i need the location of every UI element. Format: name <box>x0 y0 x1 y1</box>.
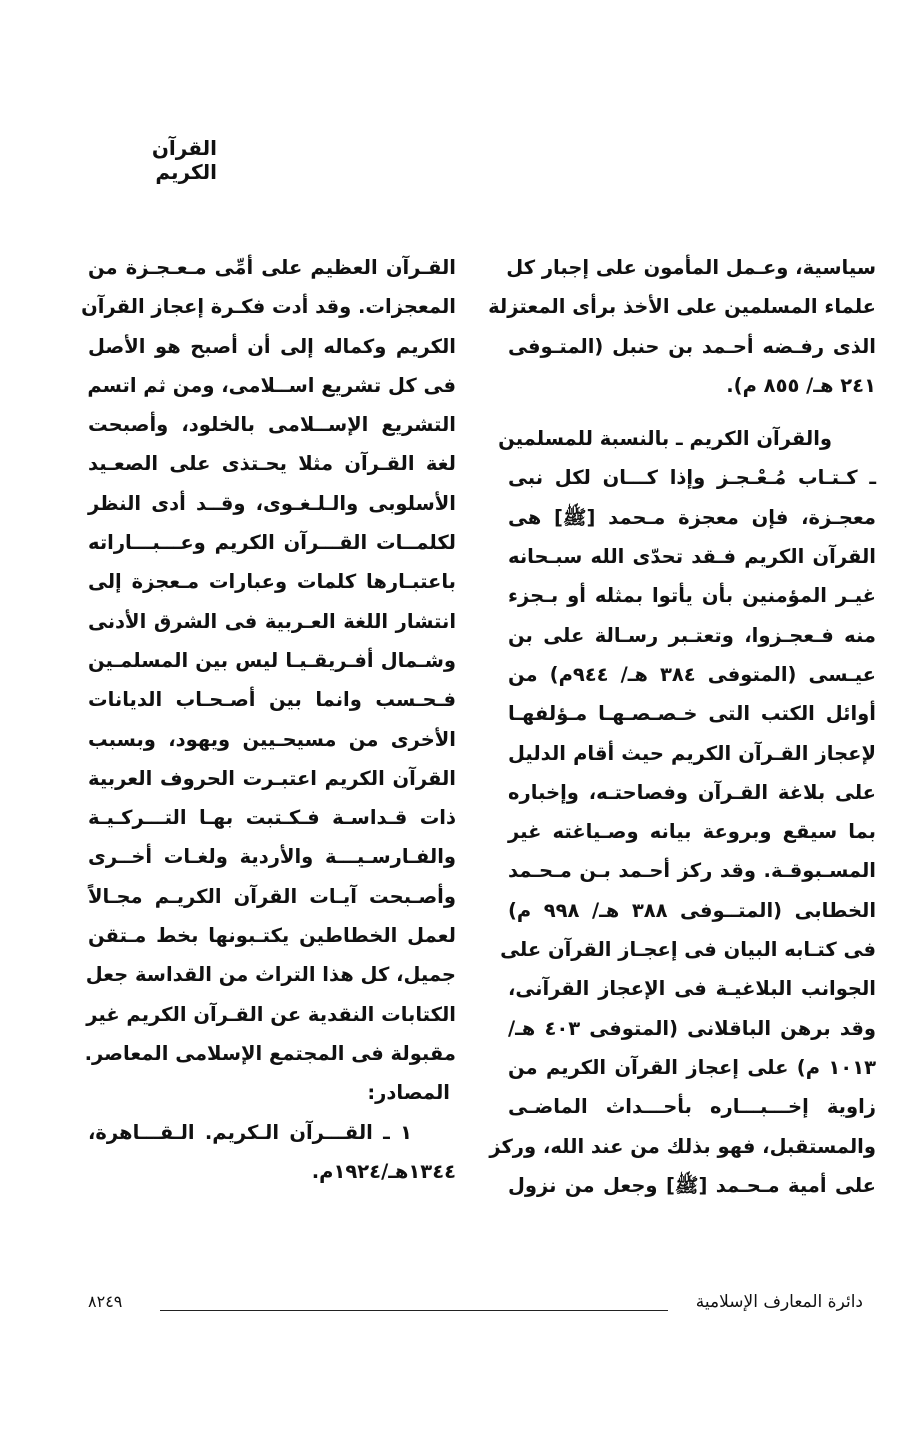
text-line: ١٣٤٤هـ/١٩٢٤م. <box>311 1159 456 1183</box>
text-line: معجـزة، فإن معجزة مـحمد [ﷺ] هى <box>508 505 876 529</box>
text-line: والقرآن الكريم ـ بالنسبة للمسلمين <box>498 427 832 451</box>
text-line: علماء المسلمين على الأخذ برأى المعتزلة <box>488 295 876 319</box>
text-line: منه فـعجـزوا، وتعتـبر رسـالة على بن <box>508 623 876 647</box>
text-line: القرآن الكريم اعتبـرت الحروف العربية <box>88 766 456 790</box>
footer-title: دائرة المعارف الإسلامية <box>695 1292 863 1312</box>
text-line: فى كل تشريع اســلامى، ومن ثم اتسم <box>87 373 456 397</box>
text-line: زاوية إخـــبـــاره بأحـــداث الماضـى <box>508 1095 876 1119</box>
text-line: وقد برهن الباقلانى (المتوفى ٤٠٣ هـ/ <box>508 1016 876 1040</box>
text-line: والفـارسـيـــة والأردية ولغـات أخــرى <box>88 845 456 869</box>
text-line: باعتبـارها كلمات وعبارات مـعجزة إلى <box>88 570 456 594</box>
text-line: لعمل الخطاطين يكتـبونها بخط مـتقن <box>88 924 456 948</box>
text-line: على أمية مـحـمد [ﷺ] وجعل من نزول <box>508 1173 876 1197</box>
text-line: الجوانب البلاغيـة فى الإعجاز القرآنى، <box>508 977 876 1001</box>
text-line: المعجزات. وقد أدت فكـرة إعجاز القرآن <box>81 295 456 319</box>
text-line: التشريع الإســلامى بالخلود، وأصبحت <box>88 413 456 437</box>
text-line: ٢٤١ هـ/ ٨٥٥ م). <box>726 373 876 397</box>
text-line: ١٠١٣ م) على إعجاز القرآن الكريم من <box>508 1055 876 1079</box>
text-line: انتشار اللغة العـربية فى الشرق الأدنى <box>88 609 456 633</box>
text-line: الخطابى (المتــوفى ٣٨٨ هـ/ ٩٩٨ م) <box>508 898 877 922</box>
text-line: جميل، كل هذا التراث من القداسة جعل <box>85 963 456 987</box>
text-line: أوائل الكتب التى خـصـصـهـا مـؤلفهـا <box>508 702 876 726</box>
text-line: الأسلوبى والـلـغـوى، وقــد أدى النظر <box>88 491 456 515</box>
text-line: ذات قـداسـة فـكـتبت بهـا التـــركـيـة <box>88 806 456 830</box>
text-line: الذى رفـضه أحـمد بن حنبل (المتـوفى <box>508 334 876 358</box>
text-line: لكلمــات القـــرآن الكريم وعـــبـــاراته <box>88 531 456 555</box>
text-line: على بلاغة القـرآن وفصاحتـه، وإخباره <box>508 780 876 804</box>
text-line: غيـر المؤمنين بأن يأتوا بمثله أو بـجزء <box>508 584 876 608</box>
text-line: لغة القـرآن مثلا يحـتذى على الصعـيد <box>88 452 456 476</box>
text-line: الكريم وكماله إلى أن أصبح هو الأصل <box>88 334 456 358</box>
text-line: وشـمال أفـريقـيـا ليس بين المسلمـين <box>88 648 456 672</box>
page-number: ٨٢٤٩ <box>88 1292 123 1311</box>
running-header: القرآن الكريم <box>151 136 217 184</box>
text-line: فى كتـابه البيان فى إعجـاز القرآن على <box>500 938 876 962</box>
text-line: المسـبوقـة. وقد ركز أحـمد بـن مـحـمد <box>508 859 876 883</box>
text-line: القرآن الكريم فـقد تحدّى الله سبـحانه <box>508 545 876 569</box>
text-line: والمستقبل، فهو بذلك من عند الله، وركز <box>489 1134 876 1158</box>
right-column <box>488 248 877 1205</box>
text-line: وأصـبحت آيـات القرآن الكريـم مجـالاً <box>88 884 456 908</box>
text-line: سياسية، وعـمل المأمون على إجبار كل <box>506 256 876 279</box>
text-line: المصادر: <box>367 1081 450 1105</box>
text-line: الكتابات النقدية عن القـرآن الكريم غير <box>86 1002 456 1026</box>
text-line: بما سيقع وبروعة بيانه وصـياغته غير <box>508 820 876 844</box>
page-footer <box>88 1292 863 1322</box>
text-line: لإعجاز القـرآن الكريم حيث أقام الدليل <box>508 741 876 765</box>
left-column <box>81 248 456 1191</box>
text-line: القـرآن العظيم على أمِّى مـعـجـزة من <box>88 256 456 279</box>
text-line: الأخرى من مسيحـيين ويهود، وبسبب <box>88 727 456 751</box>
text-line: مقبولة فى المجتمع الإسلامى المعاصر. <box>84 1041 456 1065</box>
footer-rule <box>160 1310 668 1311</box>
text-line: فـحـسب وانما بين أصـحـاب الديانات <box>88 688 456 712</box>
text-line: عيـسى (المتوفى ٣٨٤ هـ/ ٩٤٤م) من <box>508 662 876 686</box>
text-line: ١ ـ القـــرآن الـكريم. الـقـــاهرة، <box>88 1120 412 1144</box>
text-line: ـ كـتـاب مُـعْـجـز وإذا كـــان لكل نبى <box>508 466 876 490</box>
